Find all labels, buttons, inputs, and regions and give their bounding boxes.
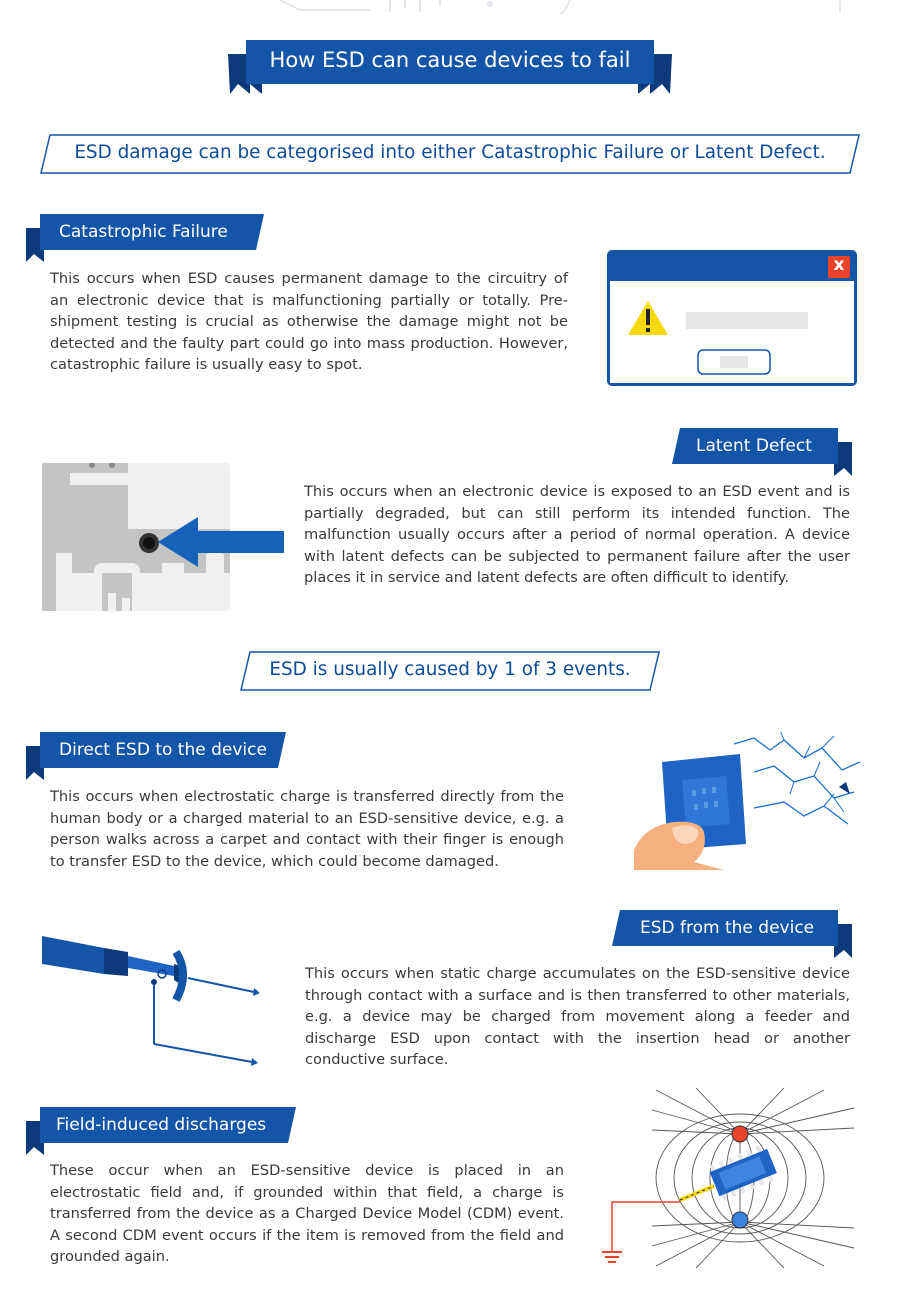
page-title: How ESD can cause devices to fail — [269, 48, 631, 72]
catastrophic-text: This occurs when ESD causes permanent damage to the circuitry of an electronic device that is malfunctioning partially or totally. Pre-shipment testing is crucial as otherwise the damage might not be detected and the faulty part could go into mass production. However, catastrophic failure is usually easy to spot. — [50, 270, 568, 374]
electric-field-illustration — [596, 1088, 858, 1268]
title-banner — [228, 40, 672, 94]
direct-heading: Direct ESD to the device — [59, 740, 267, 760]
latent-heading: Latent Defect — [696, 436, 812, 456]
catastrophic-heading-ribbon — [26, 214, 266, 262]
from-device-heading: ESD from the device — [640, 918, 815, 938]
latent-heading-ribbon — [672, 428, 852, 476]
events-text: ESD is usually caused by 1 of 3 events. — [269, 659, 631, 680]
feeder-illustration — [40, 932, 262, 1068]
intro-text: ESD damage can be categorised into either Catastrophic Failure or Latent Defect. — [74, 142, 826, 163]
from-device-heading-ribbon — [612, 910, 852, 958]
intro-box — [40, 134, 860, 174]
chip-lightning-illustration — [634, 732, 862, 872]
events-box — [240, 651, 660, 691]
direct-text: This occurs when electrostatic charge is transferred directly from the human body or a charged material to an ESD-sensitive device, e.g. a person walks across a carpet and contact with their finger is enough to transfer ESD to the device, which could become damaged. — [50, 788, 564, 870]
field-heading: Field-induced discharges — [56, 1115, 267, 1135]
from-device-text: This occurs when static charge accumulates on the ESD-sensitive device through contact with a surface and is then transferred to other materials, e.g. a device may be charged from movement along a feeder and discharge ESD upon contact with the insertion head or another conductive surface. — [305, 965, 850, 1069]
circuit-decoration — [270, 0, 870, 20]
field-text: These occur when an ESD-sensitive device is placed in an electrostatic field and, if grounded within that field, a charge is transferred from the device as a Charged Device Model (CDM) event. A second CDM event occurs if the item is removed from the field and grounded again. — [50, 1162, 564, 1266]
circuit-damage-illustration — [42, 463, 290, 611]
latent-text: This occurs when an electronic device is exposed to an ESD event and is partially degraded, but can still perform its intended function. The malfunction usually occurs after a period of normal operation. A device with latent defects can be subjected to permanent failure after the user places it in service and latent defects are often difficult to identify. — [304, 483, 850, 587]
error-dialog-illustration — [606, 249, 858, 387]
catastrophic-heading: Catastrophic Failure — [59, 222, 228, 242]
close-icon: x — [833, 255, 845, 275]
field-heading-ribbon — [26, 1107, 298, 1155]
direct-heading-ribbon — [26, 732, 288, 780]
